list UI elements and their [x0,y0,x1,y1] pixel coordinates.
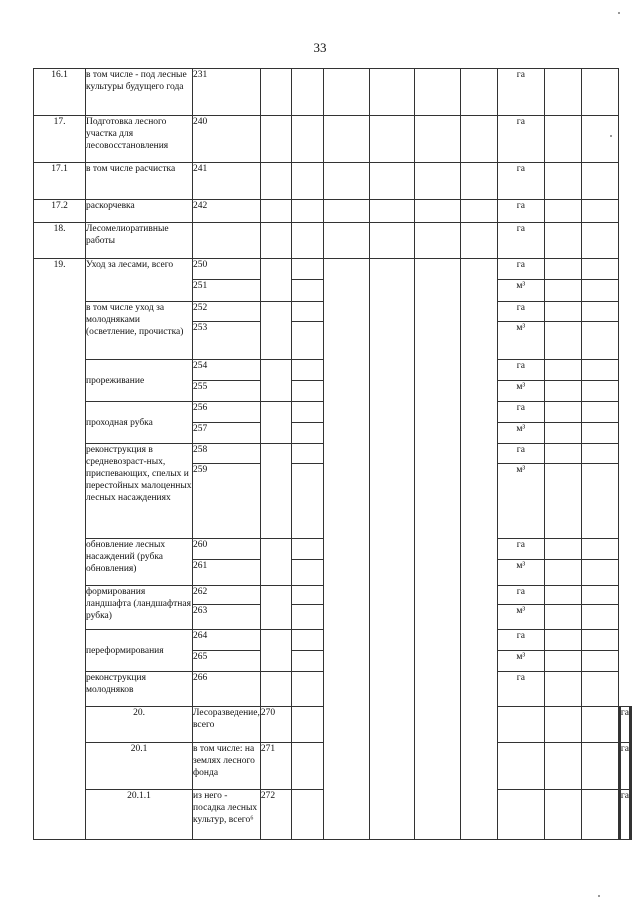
row-number: 19. [34,259,86,840]
row-number: 17.2 [34,200,86,223]
row-code: 252 [193,302,261,322]
forest-works-table [33,68,632,840]
row-code: 250 [193,259,261,280]
row-name: Уход за лесами, всего [86,259,193,302]
row-name: Лесомелиоративные работы [86,223,193,259]
row-name: Лесоразведение, всего [193,707,261,743]
row-code: 263 [193,605,261,630]
row-unit: га [620,743,629,790]
scan-speck [618,12,620,14]
row-unit: га [497,630,544,651]
row-name: из него - посадка лесных культур, всего⁶ [193,790,261,840]
row-unit: га [497,223,544,259]
row-unit: м³ [497,280,544,302]
row-unit: м³ [497,381,544,402]
row-name: Подготовка лесного участка для лесовосстановления [86,116,193,163]
row-unit: га [620,790,629,840]
row-unit: га [620,707,629,743]
row-name: раскорчевка [86,200,193,223]
row-code: 251 [193,280,261,302]
row-name: реконструкция в средневозраст-ных, приспевающих, спелых и перестойных малоценных лесных насаждениях [86,444,193,539]
row-unit: га [497,402,544,423]
table-row [34,259,632,280]
row-unit: м³ [497,322,544,360]
row-name: переформирования [86,630,193,672]
row-code: 240 [193,116,261,163]
row-unit: га [497,444,544,464]
row-code: 241 [193,163,261,200]
table-row [34,69,632,116]
row-code: 242 [193,200,261,223]
row-code: 265 [193,651,261,672]
row-name: в том числе - под лесные культуры будущего года [86,69,193,116]
row-unit: м³ [497,423,544,444]
row-unit: га [497,69,544,116]
row-name: прореживание [86,360,193,402]
row-code [193,223,261,259]
row-code: 231 [193,69,261,116]
row-code: 256 [193,402,261,423]
row-code: 254 [193,360,261,381]
row-code: 262 [193,586,261,605]
row-unit: м³ [497,605,544,630]
row-name: в том числе: на землях лесного фонда [193,743,261,790]
row-code: 260 [193,539,261,560]
row-code: 261 [193,560,261,586]
table-row [34,163,632,200]
row-name: формирования ландшафта (ландшафтная рубка) [86,586,193,630]
row-unit: м³ [497,464,544,539]
row-number: 20.1.1 [86,790,193,840]
row-unit: га [497,200,544,223]
row-name: проходная рубка [86,402,193,444]
row-code: 271 [260,743,291,790]
table-row [34,116,632,163]
row-unit: га [497,586,544,605]
row-code: 255 [193,381,261,402]
row-unit: га [497,360,544,381]
row-unit: га [497,672,544,707]
row-code: 266 [193,672,261,707]
row-name: в том числе уход за молодняками (осветление, прочистка) [86,302,193,360]
row-name: в том числе расчистка [86,163,193,200]
scan-speck [598,895,600,897]
row-unit: м³ [497,560,544,586]
row-number: 20. [86,707,193,743]
row-unit: га [497,539,544,560]
scan-speck [610,135,612,137]
row-number: 16.1 [34,69,86,116]
row-number: 20.1 [86,743,193,790]
row-unit: га [497,163,544,200]
row-code: 259 [193,464,261,539]
row-code: 253 [193,322,261,360]
row-number: 17. [34,116,86,163]
table-row [34,200,632,223]
table-row [34,223,632,259]
row-unit: м³ [497,651,544,672]
row-unit: га [497,259,544,280]
page-number: 33 [313,40,327,55]
row-code: 258 [193,444,261,464]
row-code: 264 [193,630,261,651]
row-code: 257 [193,423,261,444]
row-code: 272 [260,790,291,840]
row-unit: га [497,116,544,163]
row-name: обновление лесных насаждений (рубка обновления) [86,539,193,586]
row-number: 18. [34,223,86,259]
row-code: 270 [260,707,291,743]
row-number: 17.1 [34,163,86,200]
row-unit: га [497,302,544,322]
row-name: реконструкция молодняков [86,672,193,707]
